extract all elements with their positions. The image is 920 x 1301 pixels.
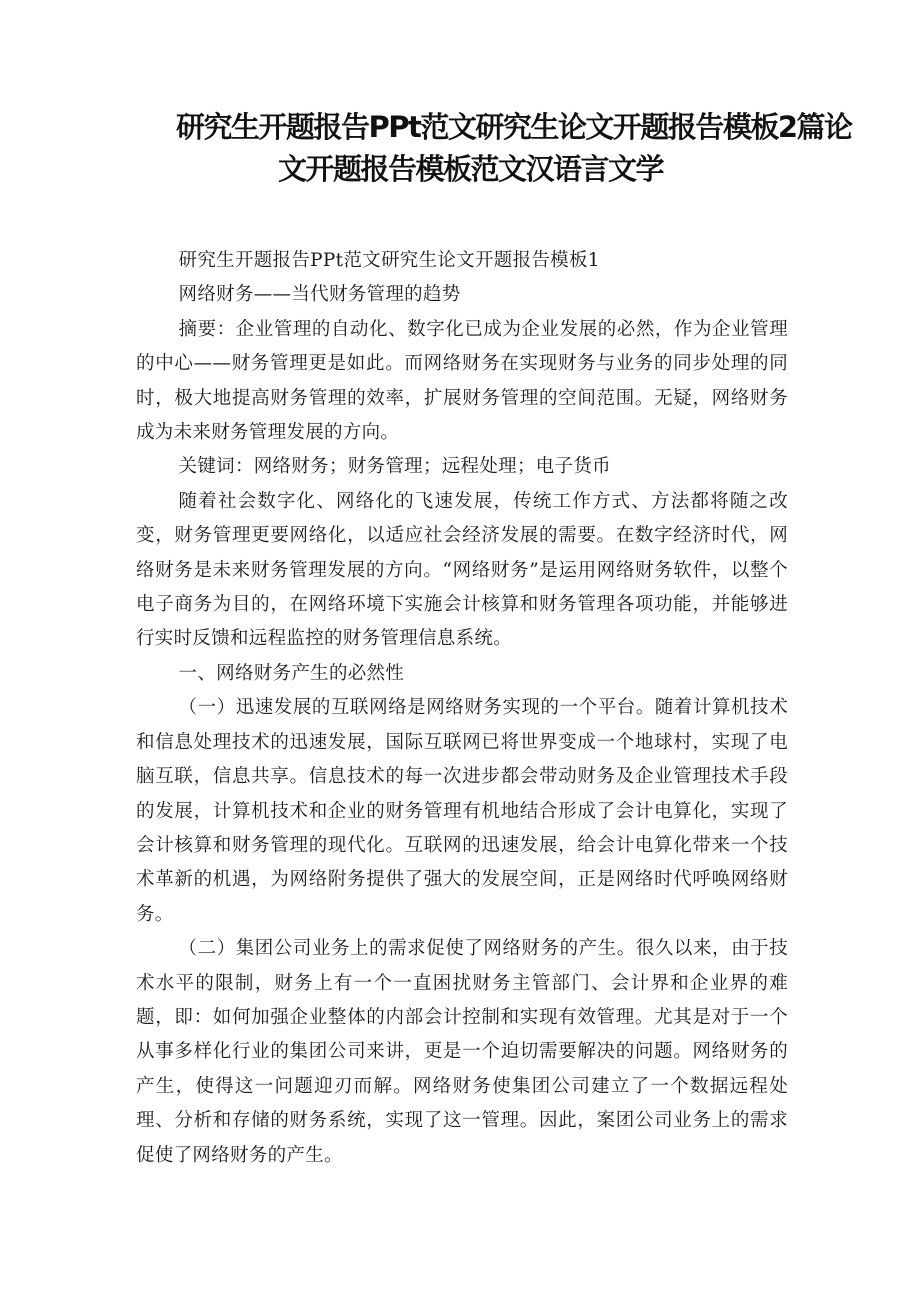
section-heading-1: 一、网络财务产生的必然性 <box>178 662 405 684</box>
article-heading: 网络财务——当代财务管理的趋势 <box>178 284 461 306</box>
document-title <box>140 106 852 190</box>
section-paragraph-1: （一）迅速发展的互联网络是网络财务实现的一个平台。随着计算机技术和信息处理技术的迅速发展，国际互联网已将世界变成一个地球村，实现了电脑互联，信息共享。信息技术的每一次进步都会带动财务及企业管理技术手段的发展，计算机技术和企业的财务管理有机地结合形成了会计电算化，实现了会计核算和财务管理的现代化。互联网的迅速发展，给会计电算化带来一个技术革新的机遇，为网络附务提供了强大的发展空间，正是网络时代呼唤网络财务。 <box>136 697 788 925</box>
title-line-1: 研究生开题报告PPt范文研究生论文开题报告模板2篇论 <box>176 110 852 144</box>
section-paragraph-2: （二）集团公司业务上的需求促使了网络财务的产生。很久以来，由于技术水平的限制，财务上有一个一直困扰财务主管部门、会计界和企业界的难题，即：如何加强企业整体的内部会计控制和实现有效管理。尤其是对于一个从事多样化行业的集团公司来讲，更是一个迫切需要解决的问题。网络财务的产生，使得这一问题迎刃而解。网络财务使集团公司建立了一个数据远程处理、分析和存储的财务系统，实现了这一管理。因此，案团公司业务上的需求促使了网络财务的产生。 <box>136 938 788 1166</box>
title-line-2: 文开题报告模板范文汉语言文学 <box>278 152 664 186</box>
document-body <box>136 244 788 1173</box>
subtitle-paragraph: 研究生开题报告PPt范文研究生论文开题报告模板1 <box>178 250 600 271</box>
keywords-paragraph: 关键词：网络财务；财务管理；远程处理；电子货币 <box>178 456 611 478</box>
intro-paragraph: 随着社会数字化、网络化的飞速发展，传统工作方式、方法都将随之改变，财务管理更要网络化，以适应社会经济发展的需要。在数字经济时代，网络财务是未来财务管理发展的方向。“网络财务”是运用网络财务软件，以整个电子商务为目的，在网络环境下实施会计核算和财务管理各项功能，并能够进行实时反馈和远程监控的财务管理信息系统。 <box>136 490 788 650</box>
abstract-paragraph: 摘要：企业管理的自动化、数字化已成为企业发展的必然，作为企业管理的中心——财务管理更是如此。而网络财务在实现财务与业务的同步处理的同时，极大地提高财务管理的效率，扩展财务管理的空间范围。无疑，网络财务成为未来财务管理发展的方向。 <box>136 318 788 444</box>
